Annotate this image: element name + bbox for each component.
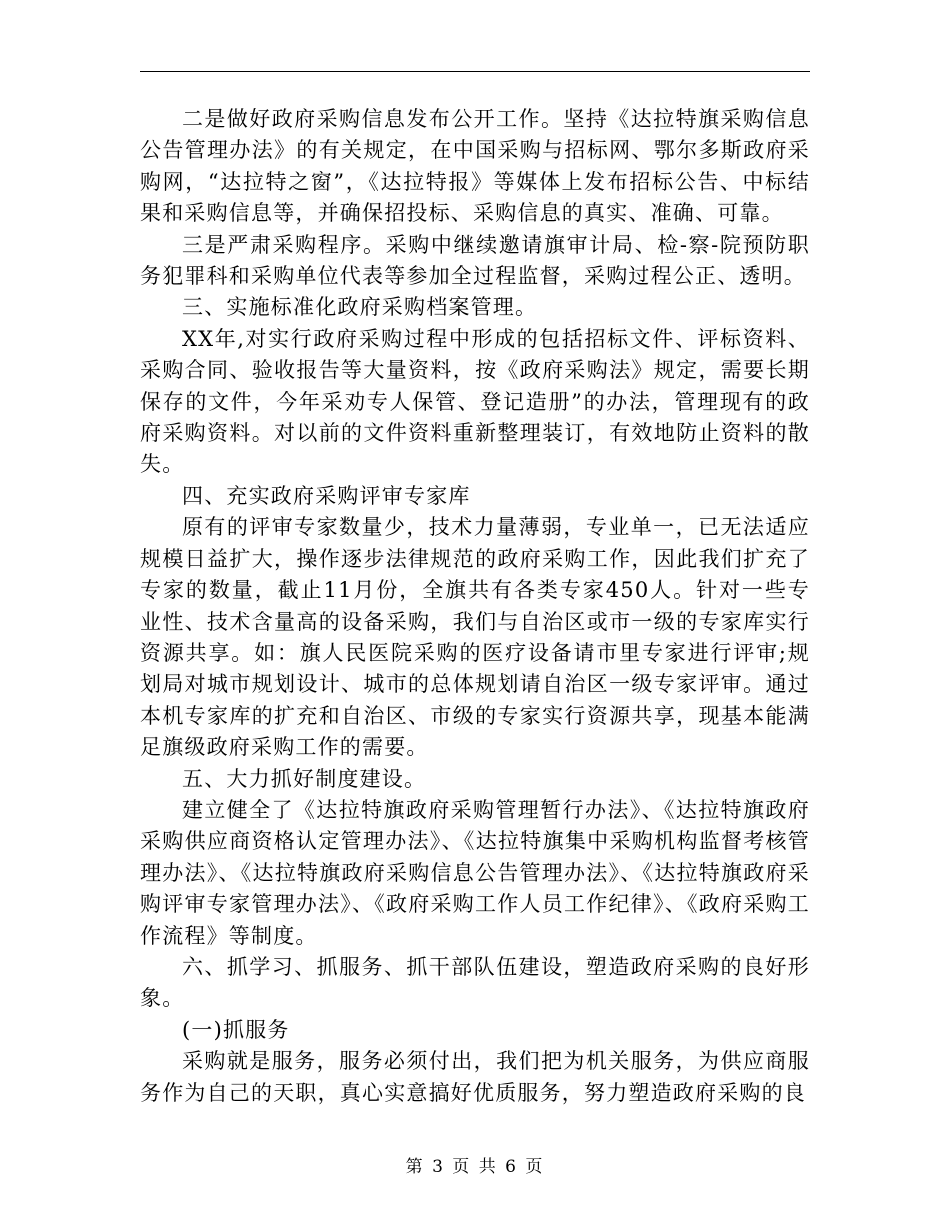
header-rule <box>140 71 810 72</box>
paragraph: XX年,对实行政府采购过程中形成的包括招标文件、评标资料、采购合同、验收报告等大量资料，按《政府采购法》规定，需要长期保存的文件，今年采劝专人保管、登记造册”的办法，管理现有的政府采购资料。对以前的文件资料重新整理装订，有效地防止资料的散失。 <box>140 326 810 477</box>
section-heading: 六、抓学习、抓服务、抓干部队伍建设，塑造政府采购的良好形象。 <box>140 954 810 1011</box>
page-number: 第 3 页 共 6 页 <box>405 1157 545 1177</box>
paragraph: 原有的评审专家数量少，技术力量薄弱，专业单一，已无法适应规模日益扩大，操作逐步法律规范的政府采购工作，因此我们扩充了专家的数量，截止11月份，全旗共有各类专家450人。针对一些专业性、技术含量高的设备采购，我们与自治区或市一级的专家库实行资源共享。如：旗人民医院采购的医疗设备请市里专家进行评审;规划局对城市规划设计、城市的总体规划请自治区一级专家评审。通过本机专家库的扩充和自治区、市级的专家实行资源共享，现基本能满足旗级政府采购工作的需要。 <box>140 515 810 760</box>
paragraph: 采购就是服务，服务必须付出，我们把为机关服务，为供应商服务作为自己的天职，真心实意搞好优质服务，努力塑造政府采购的良 <box>140 1049 810 1105</box>
paragraph: 二是做好政府采购信息发布公开工作。坚持《达拉特旗采购信息公告管理办法》的有关规定，在中国采购与招标网、鄂尔多斯政府采购网，“达拉特之窗”，《达拉特报》等媒体上发布招标公告、中标结果和采购信息等，并确保招投标、采购信息的真实、准确、可靠。 <box>140 107 810 226</box>
paragraph: 三是严肃采购程序。采购中继续邀请旗审计局、检-察-院预防职务犯罪科和采购单位代表等参加全过程监督，采购过程公正、透明。 <box>140 232 810 289</box>
section-heading: 五、大力抓好制度建设。 <box>182 766 427 791</box>
section-heading: 三、实施标准化政府采购档案管理。 <box>182 295 538 320</box>
document-body <box>140 104 810 1109</box>
paragraph: 建立健全了《达拉特旗政府采购管理暂行办法》、《达拉特旗政府采购供应商资格认定管理办法》、《达拉特旗集中采购机构监督考核管理办法》、《达拉特旗政府采购信息公告管理办法》、《达拉特旗政府采购评审专家管理办法》、《政府采购工作人员工作纪律》、《政府采购工作流程》等制度。 <box>140 797 810 948</box>
subsection-heading: (一)抓服务 <box>182 1017 290 1042</box>
section-heading: 四、充实政府采购评审专家库 <box>182 483 471 508</box>
